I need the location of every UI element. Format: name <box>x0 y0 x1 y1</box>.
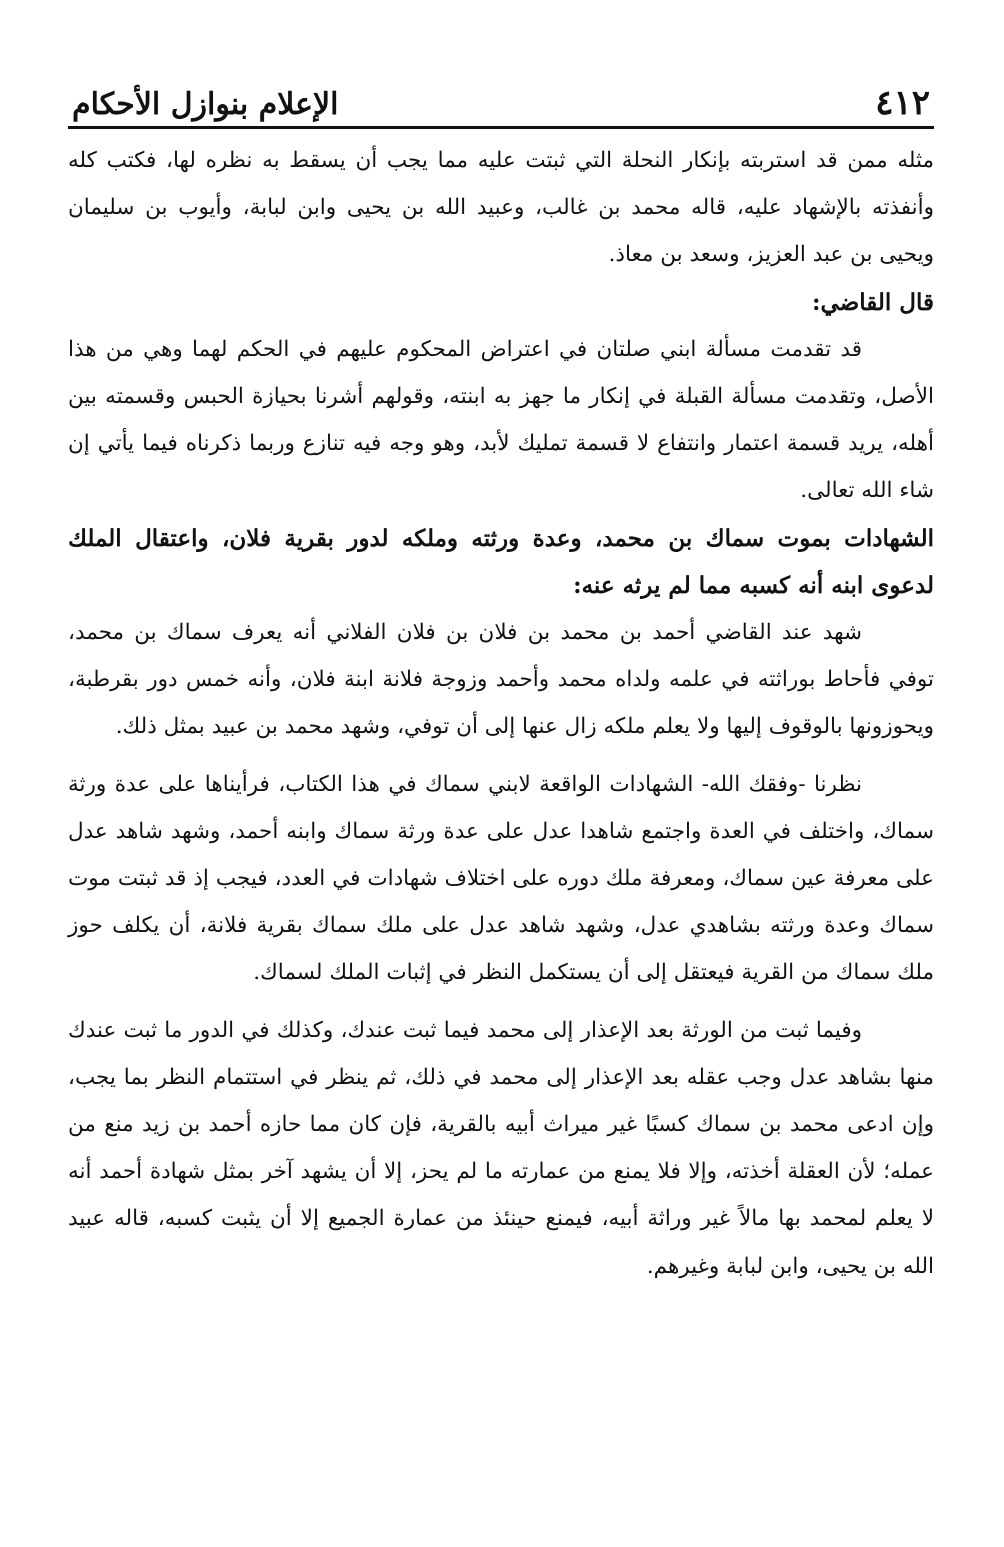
paragraph-heirs: وفيما ثبت من الورثة بعد الإعذار إلى محمد فيما ثبت عندك، وكذلك في الدور ما ثبت عندك منها بشاهد عدل وجب عقله بعد الإعذار إلى محمد في ذلك، ثم ينظر في استتمام النظر بما يجب، وإن ادعى محمد بن سماك كسبًا غير ميراث أبيه بالقرية، فإن كان مما حازه أحمد بن زيد منع من عمله؛ لأن العقلة أخذته، وإلا فلا يمنع من عمارته ما لم يحز، إلا أن يشهد آخر بمثل شهادة أحمد أنه لا يعلم لمحمد بها مالاً غير وراثة أبيه، فيمنع حينئذ من عمارة الجميع إلا أن يثبت كسبه، قاله عبيد الله بن يحيى، وابن لبابة وغيرهم. <box>68 1017 934 1279</box>
section-heading: الشهادات بموت سماك بن محمد، وعدة ورثته وملكه لدور بقرية فلان، واعتقال الملك لدعوى ابنه أنه كسبه مما لم يرثه عنه: <box>68 524 934 599</box>
page-number: ٤١٢ <box>875 83 930 123</box>
page-body <box>68 137 934 1290</box>
book-page <box>68 68 934 1290</box>
qadi-heading: قال القاضي: <box>812 288 934 316</box>
paragraph-testimony: شهد عند القاضي أحمد بن محمد بن فلان بن فلان الفلاني أنه يعرف سماك بن محمد، توفي فأحاط بوراثته في علمه ولداه محمد وأحمد وزوجة فلانة ابنة فلان، وأنه خمس دور بقرطبة، ويحوزونها بالوقوف إليها ولا يعلم ملكه زال عنها إلى أن توفي، وشهد محمد بن عبيد بمثل ذلك. <box>68 620 934 740</box>
book-title: الإعلام بنوازل الأحكام <box>72 87 339 122</box>
paragraph-continuation: مثله ممن قد استربته بإنكار النحلة التي ثبتت عليه مما يجب أن يسقط به نظره لها، فكتب كله وأنفذته بالإشهاد عليه، قاله محمد بن غالب، وعبيد الله بن يحيى وابن لبابة، وأيوب بن سليمان ويحيى بن عبد العزيز، وسعد بن معاذ. <box>68 148 934 268</box>
running-header <box>68 68 934 129</box>
paragraph-qadi-commentary: قد تقدمت مسألة ابني صلتان في اعتراض المحكوم عليهم في الحكم لهما وهي من هذا الأصل، وتقدمت مسألة القبلة في إنكار ما جهز به ابنته، وقولهم أشرنا بحيازة الحبس وقسمته بين أهله، يريد قسمة اعتمار وانتفاع لا قسمة تمليك لأبد، وهو وجه فيه تنازع وربما ذكرناه فيما يأتي إن شاء الله تعالى. <box>68 336 934 504</box>
paragraph-ruling: نظرنا -وفقك الله- الشهادات الواقعة لابني سماك في هذا الكتاب، فرأيناها على عدة ورثة سماك، واختلف في العدة واجتمع شاهدا عدل على عدة ورثة سماك وابنه أحمد، وشهد شاهد عدل على معرفة عين سماك، ومعرفة ملك دوره على اختلاف شهادات في العدد، فيجب إذ قد ثبتت موت سماك وعدة ورثته بشاهدي عدل، وشهد شاهد عدل على ملك سماك بقرية فلانة، أن يكلف حوز ملك سماك من القرية فيعتقل إلى أن يستكمل النظر في إثبات الملك لسماك. <box>68 771 934 986</box>
